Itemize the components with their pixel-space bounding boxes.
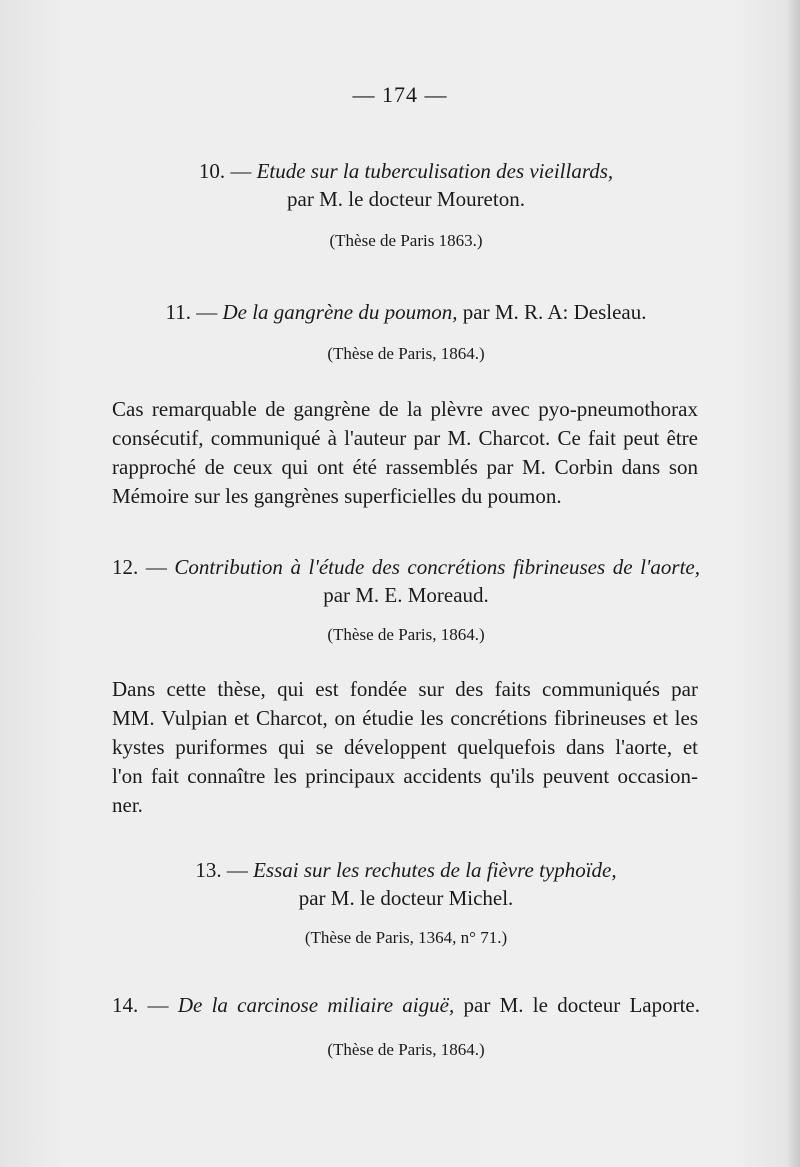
paragraph-line: ner. (112, 793, 143, 817)
paragraph-line: rapproché de ceux qui ont été rassemblés par M. Corbin dans son (112, 455, 698, 479)
entry-author: par M. le docteur Laporte. (463, 993, 701, 1017)
entry-author: par M. le docteur Michel. (298, 886, 514, 910)
entry-title: Contribution à l'étude des concrétions fibrineuses de l'aorte, (174, 555, 700, 579)
entry-13-thesis: (Thèse de Paris, 1364, n° 71.) (304, 928, 508, 947)
entry-12-thesis: (Thèse de Paris, 1864.) (327, 625, 485, 644)
entry-12-title-line (112, 553, 700, 581)
paragraph-line: l'on fait connaître les principaux accidents qu'ils peuvent occasion- (112, 764, 698, 788)
entry-dash: — (196, 300, 218, 324)
entry-dash: — (230, 159, 252, 183)
entry-author: par M. le docteur Moureton. (287, 187, 525, 211)
entry-title: De la gangrène du poumon, (222, 300, 458, 324)
entry-10-heading (112, 157, 700, 213)
paragraph-line: Mémoire sur les gangrènes superficielles du poumon. (112, 484, 562, 508)
paragraph-line: consécutif, communiqué à l'auteur par M. Charcot. Ce fait peut être (112, 426, 698, 450)
entry-author: par M. R. A: Desleau. (462, 300, 647, 324)
page-number: — 174 — (352, 82, 448, 107)
entry-number: 14. (112, 993, 139, 1017)
entry-title: Etude sur la tuberculisation des vieillards, (256, 159, 614, 183)
entry-number: 10. (198, 159, 226, 183)
entry-dash: — (226, 858, 248, 882)
paragraph-line: Cas remarquable de gangrène de la plèvre avec pyo-pneumothorax (112, 397, 698, 421)
paragraph-line: Dans cette thèse, qui est fondée sur des faits communiqués par (112, 677, 698, 701)
entry-author: par M. E. Moreaud. (323, 583, 489, 607)
entry-number: 12. (112, 555, 139, 579)
entry-11-heading (112, 298, 700, 326)
entry-dash: — (145, 555, 167, 579)
entry-12-paragraph (112, 675, 698, 820)
entry-dash: — (147, 993, 169, 1017)
paragraph-line: kystes puriformes qui se développent quelquefois dans l'aorte, et (112, 735, 698, 759)
page-edge-shadow (786, 0, 800, 1167)
entry-10-thesis: (Thèse de Paris 1863.) (329, 231, 483, 250)
paragraph-line: MM. Vulpian et Charcot, on étudie les concrétions fibrineuses et les (112, 706, 698, 730)
entry-14-thesis: (Thèse de Paris, 1864.) (327, 1040, 485, 1059)
entry-title: Essai sur les rechutes de la fièvre typhoïde, (253, 858, 617, 882)
entry-number: 13. (195, 858, 222, 882)
entry-number: 11. (165, 300, 191, 324)
entry-title: De la carcinose miliaire aiguë, (177, 993, 455, 1017)
entry-14-heading (112, 991, 700, 1019)
entry-11-thesis: (Thèse de Paris, 1864.) (327, 344, 485, 363)
entry-11-paragraph (112, 395, 698, 511)
entry-13-heading (112, 856, 700, 912)
entry-12-heading (112, 553, 700, 609)
entry-14-title-line (112, 991, 700, 1019)
